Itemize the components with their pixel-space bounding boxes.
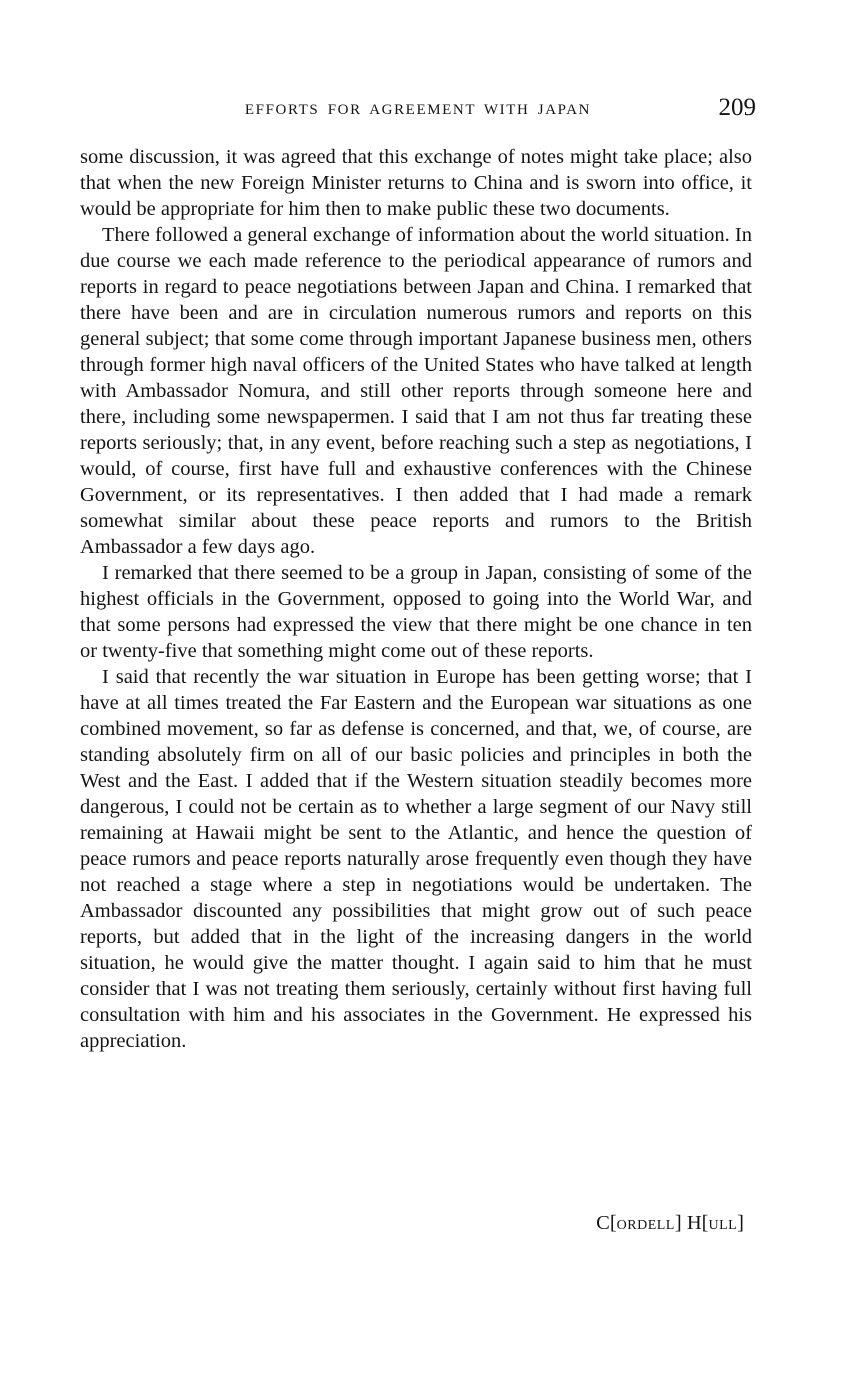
paragraph-continuation: some discussion, it was agreed that this exchange of notes might take place; also that when the new Foreign Minister returns to China and is sworn into office, it would be appropriate for him then to make public these two documents.: [80, 146, 752, 220]
page-number: 209: [718, 94, 756, 121]
page-header: [80, 94, 756, 128]
signature-last-initial: H: [686, 1212, 702, 1234]
signature-first-initial: C: [596, 1212, 610, 1234]
body-text: [80, 144, 752, 1054]
paragraph-war-situation: I said that recently the war situation in Europe has been getting worse; that I have at all times treated the Far Eastern and the European war situations as one combined movement, so far as defense is concerned, and that, we, of course, are standing absolutely firm on all of our basic policies and principles in both the West and the East. I added that if the Western situation steadily becomes more dangerous, I could not be certain as to whether a large segment of our Navy still remaining at Hawaii might be sent to the Atlantic, and hence the question of peace rumors and peace reports naturally arose frequently even though they have not reached a stage where a step in negotiations would be undertaken. The Ambassador discounted any possibilities that might grow out of such peace reports, but added that in the light of the increasing dangers in the world situation, he would give the matter thought. I again said to him that he must consider that I was not treating them seriously, certainly without first having full consultation with him and his associates in the Government. He expressed his appreciation.: [80, 666, 752, 1052]
signature: C[ORDELL] H[ULL]: [596, 1212, 744, 1234]
signature-first-rest: ORDELL: [616, 1218, 675, 1233]
paragraph-world-situation: There followed a general exchange of information about the world situation. In due course we each made reference to the periodical appearance of rumors and reports in regard to peace negotiations between Japan and China. I remarked that there have been and are in circulation numerous rumors and reports on this general subject; that some come through important Japanese business men, others through former high naval officers of the United States who have talked at length with Ambassador Nomura, and still other reports through someone here and there, including some newspapermen. I said that I am not thus far treating these reports seriously; that, in any event, before reaching such a step as negotiations, I would, of course, first have full and exhaustive conferences with the Chinese Government, or its representatives. I then added that I had made a remark somewhat similar about these peace reports and rumors to the British Ambassador a few days ago.: [80, 224, 752, 558]
running-head: EFFORTS FOR AGREEMENT WITH JAPAN: [244, 102, 592, 118]
signature-last-rest: ULL: [708, 1218, 738, 1233]
paragraph-group-in-japan: I remarked that there seemed to be a group in Japan, consisting of some of the highest officials in the Government, opposed to going into the World War, and that some persons had expressed the view that there might be one chance in ten or twenty-five that something might come out of these reports.: [80, 562, 752, 662]
